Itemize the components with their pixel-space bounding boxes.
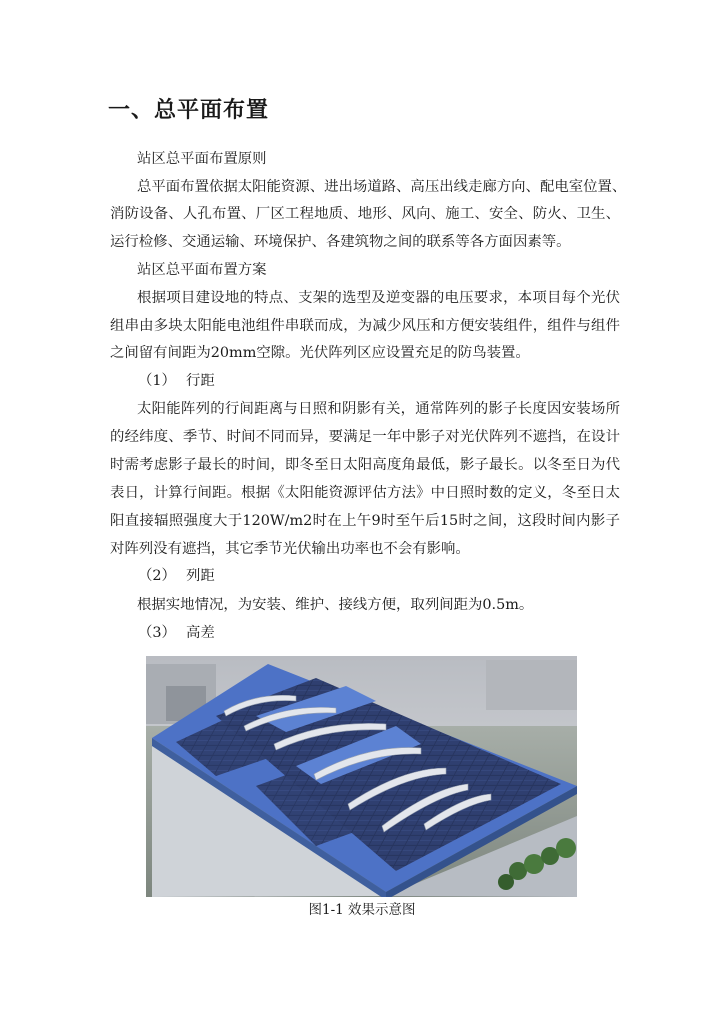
row-spacing-line-4: 表日，计算行间距。根据《太阳能资源评估方法》中日照时数的定义，冬至日太 <box>110 485 620 501</box>
section-heading: 一、总平面布置 <box>108 98 270 123</box>
row-spacing-number: （1） <box>138 373 176 389</box>
height-diff-number: （3） <box>138 625 176 641</box>
row-spacing-label: 行距 <box>186 373 215 389</box>
scheme-line-2: 组串由多块太阳能电池组件串联而成，为减少风压和方便安装组件，组件与组件 <box>110 318 620 334</box>
column-spacing-number: （2） <box>138 568 176 584</box>
column-spacing-line-1: 根据实地情况，为安装、维护、接线方便，取列间距为0.5m。 <box>137 597 534 613</box>
row-spacing-heading <box>138 371 648 391</box>
height-diff-heading <box>138 623 648 643</box>
row-spacing-line-6: 对阵列没有遮挡，其它季节光伏输出功率也不会有影响。 <box>110 541 470 557</box>
scheme-heading: 站区总平面布置方案 <box>137 262 267 278</box>
row-spacing-line-5: 阳直接辐照强度大于120W/m2时在上午9时至午后15时之间，这段时间内影子 <box>110 513 620 529</box>
column-spacing-heading <box>138 566 648 586</box>
solar-roof-rendering <box>146 656 577 897</box>
effect-rendering-figure <box>146 656 577 897</box>
principles-heading: 站区总平面布置原则 <box>137 151 267 167</box>
row-spacing-line-1: 太阳能阵列的行间距离与日照和阴影有关，通常阵列的影子长度因安装场所 <box>137 401 620 417</box>
figure-caption: 图1-1 效果示意图 <box>308 902 416 918</box>
principles-line-1: 总平面布置依据太阳能资源、进出场道路、高压出线走廊方向、配电室位置、 <box>137 179 627 195</box>
row-spacing-line-3: 时需考虑影子最长的时间，即冬至日太阳高度角最低，影子最长。以冬至日为代 <box>110 457 620 473</box>
row-spacing-line-2: 的经纬度、季节、时间不同而异，要满足一年中影子对光伏阵列不遮挡，在设计 <box>110 429 620 445</box>
principles-line-2: 消防设备、人孔布置、厂区工程地质、地形、风向、施工、安全、防火、卫生、 <box>110 206 620 222</box>
column-spacing-label: 列距 <box>186 568 215 584</box>
scheme-line-1: 根据项目建设地的特点、支架的选型及逆变器的电压要求，本项目每个光伏 <box>137 290 620 306</box>
principles-line-3: 运行检修、交通运输、环境保护、各建筑物之间的联系等各方面因素等。 <box>110 234 571 250</box>
scheme-line-3: 之间留有间距为20mm空隙。光伏阵列区应设置充足的防鸟装置。 <box>110 345 530 361</box>
height-diff-label: 高差 <box>186 625 215 641</box>
background-building <box>486 660 577 710</box>
